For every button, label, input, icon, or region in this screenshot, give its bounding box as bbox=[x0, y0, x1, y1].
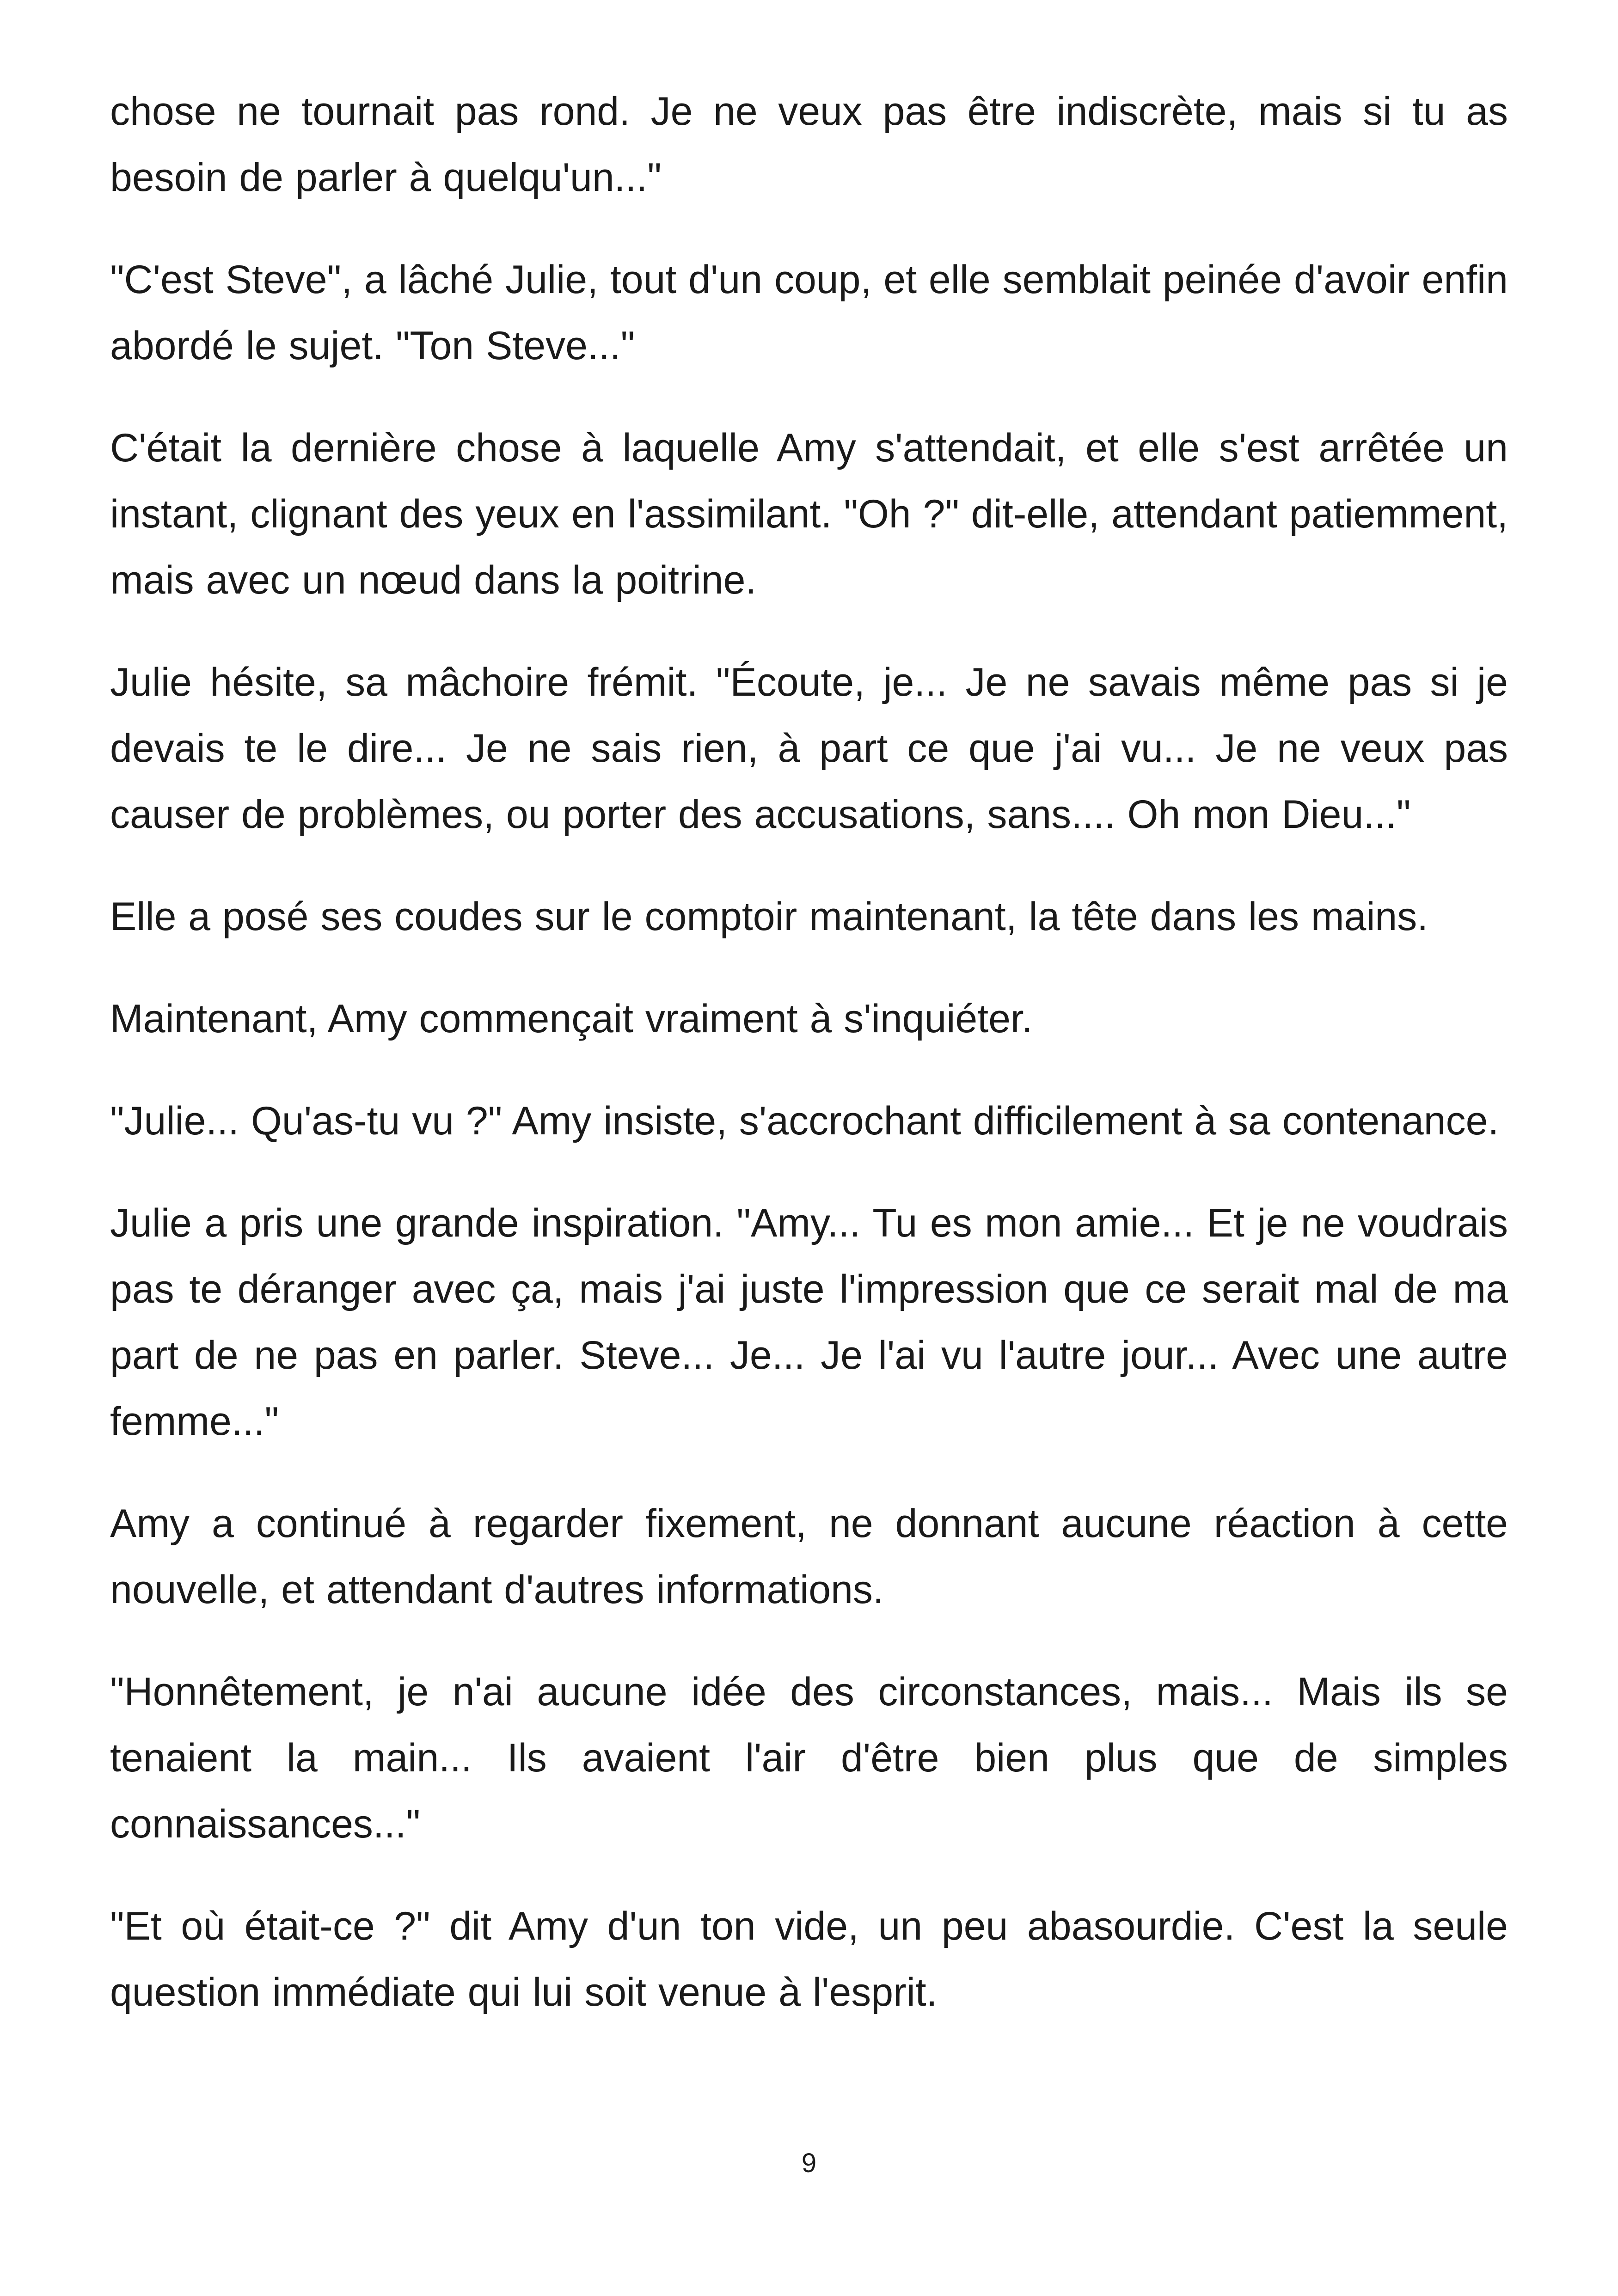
paragraph: Elle a posé ses coudes sur le comptoir maintenant, la tête dans les mains. bbox=[110, 894, 1428, 939]
paragraph: "Et où était-ce ?" dit Amy d'un ton vide, un peu abasourdie. C'est la seule question immédiate qui lui soit venue à l'esprit. bbox=[110, 1904, 1508, 2014]
body-text bbox=[110, 79, 1508, 2026]
paragraph: "C'est Steve", a lâché Julie, tout d'un coup, et elle semblait peinée d'avoir enfin abordé le sujet. "Ton Steve..." bbox=[110, 257, 1508, 368]
paragraph: "Honnêtement, je n'ai aucune idée des circonstances, mais... Mais ils se tenaient la main... Ils avaient l'air d'être bien plus que de simples connaissances..." bbox=[110, 1670, 1508, 1846]
paragraph: "Julie... Qu'as-tu vu ?" Amy insiste, s'accrochant difficilement à sa contenance. bbox=[110, 1099, 1499, 1143]
paragraph: chose ne tournait pas rond. Je ne veux pas être indiscrète, mais si tu as besoin de parler à quelqu'un..." bbox=[110, 89, 1508, 200]
paragraph: C'était la dernière chose à laquelle Amy s'attendait, et elle s'est arrêtée un instant, clignant des yeux en l'assimilant. "Oh ?" dit-elle, attendant patiemment, mais avec un nœud dans la poitrine. bbox=[110, 426, 1508, 602]
paragraph: Amy a continué à regarder fixement, ne donnant aucune réaction à cette nouvelle, et attendant d'autres informations. bbox=[110, 1501, 1508, 1612]
paragraph: Maintenant, Amy commençait vraiment à s'inquiéter. bbox=[110, 997, 1033, 1041]
page-number: 9 bbox=[801, 2148, 817, 2178]
paragraph: Julie hésite, sa mâchoire frémit. "Écoute, je... Je ne savais même pas si je devais te le dire... Je ne sais rien, à part ce que j'ai vu... Je ne veux pas causer de problèmes, ou porter des accusations, sans.... Oh mon Dieu..." bbox=[110, 660, 1508, 837]
paragraph: Julie a pris une grande inspiration. "Amy... Tu es mon amie... Et je ne voudrais pas te déranger avec ça, mais j'ai juste l'impression que ce serait mal de ma part de ne pas en parler. Steve... Je... Je l'ai vu l'autre jour... Avec une autre femme..." bbox=[110, 1201, 1508, 1444]
